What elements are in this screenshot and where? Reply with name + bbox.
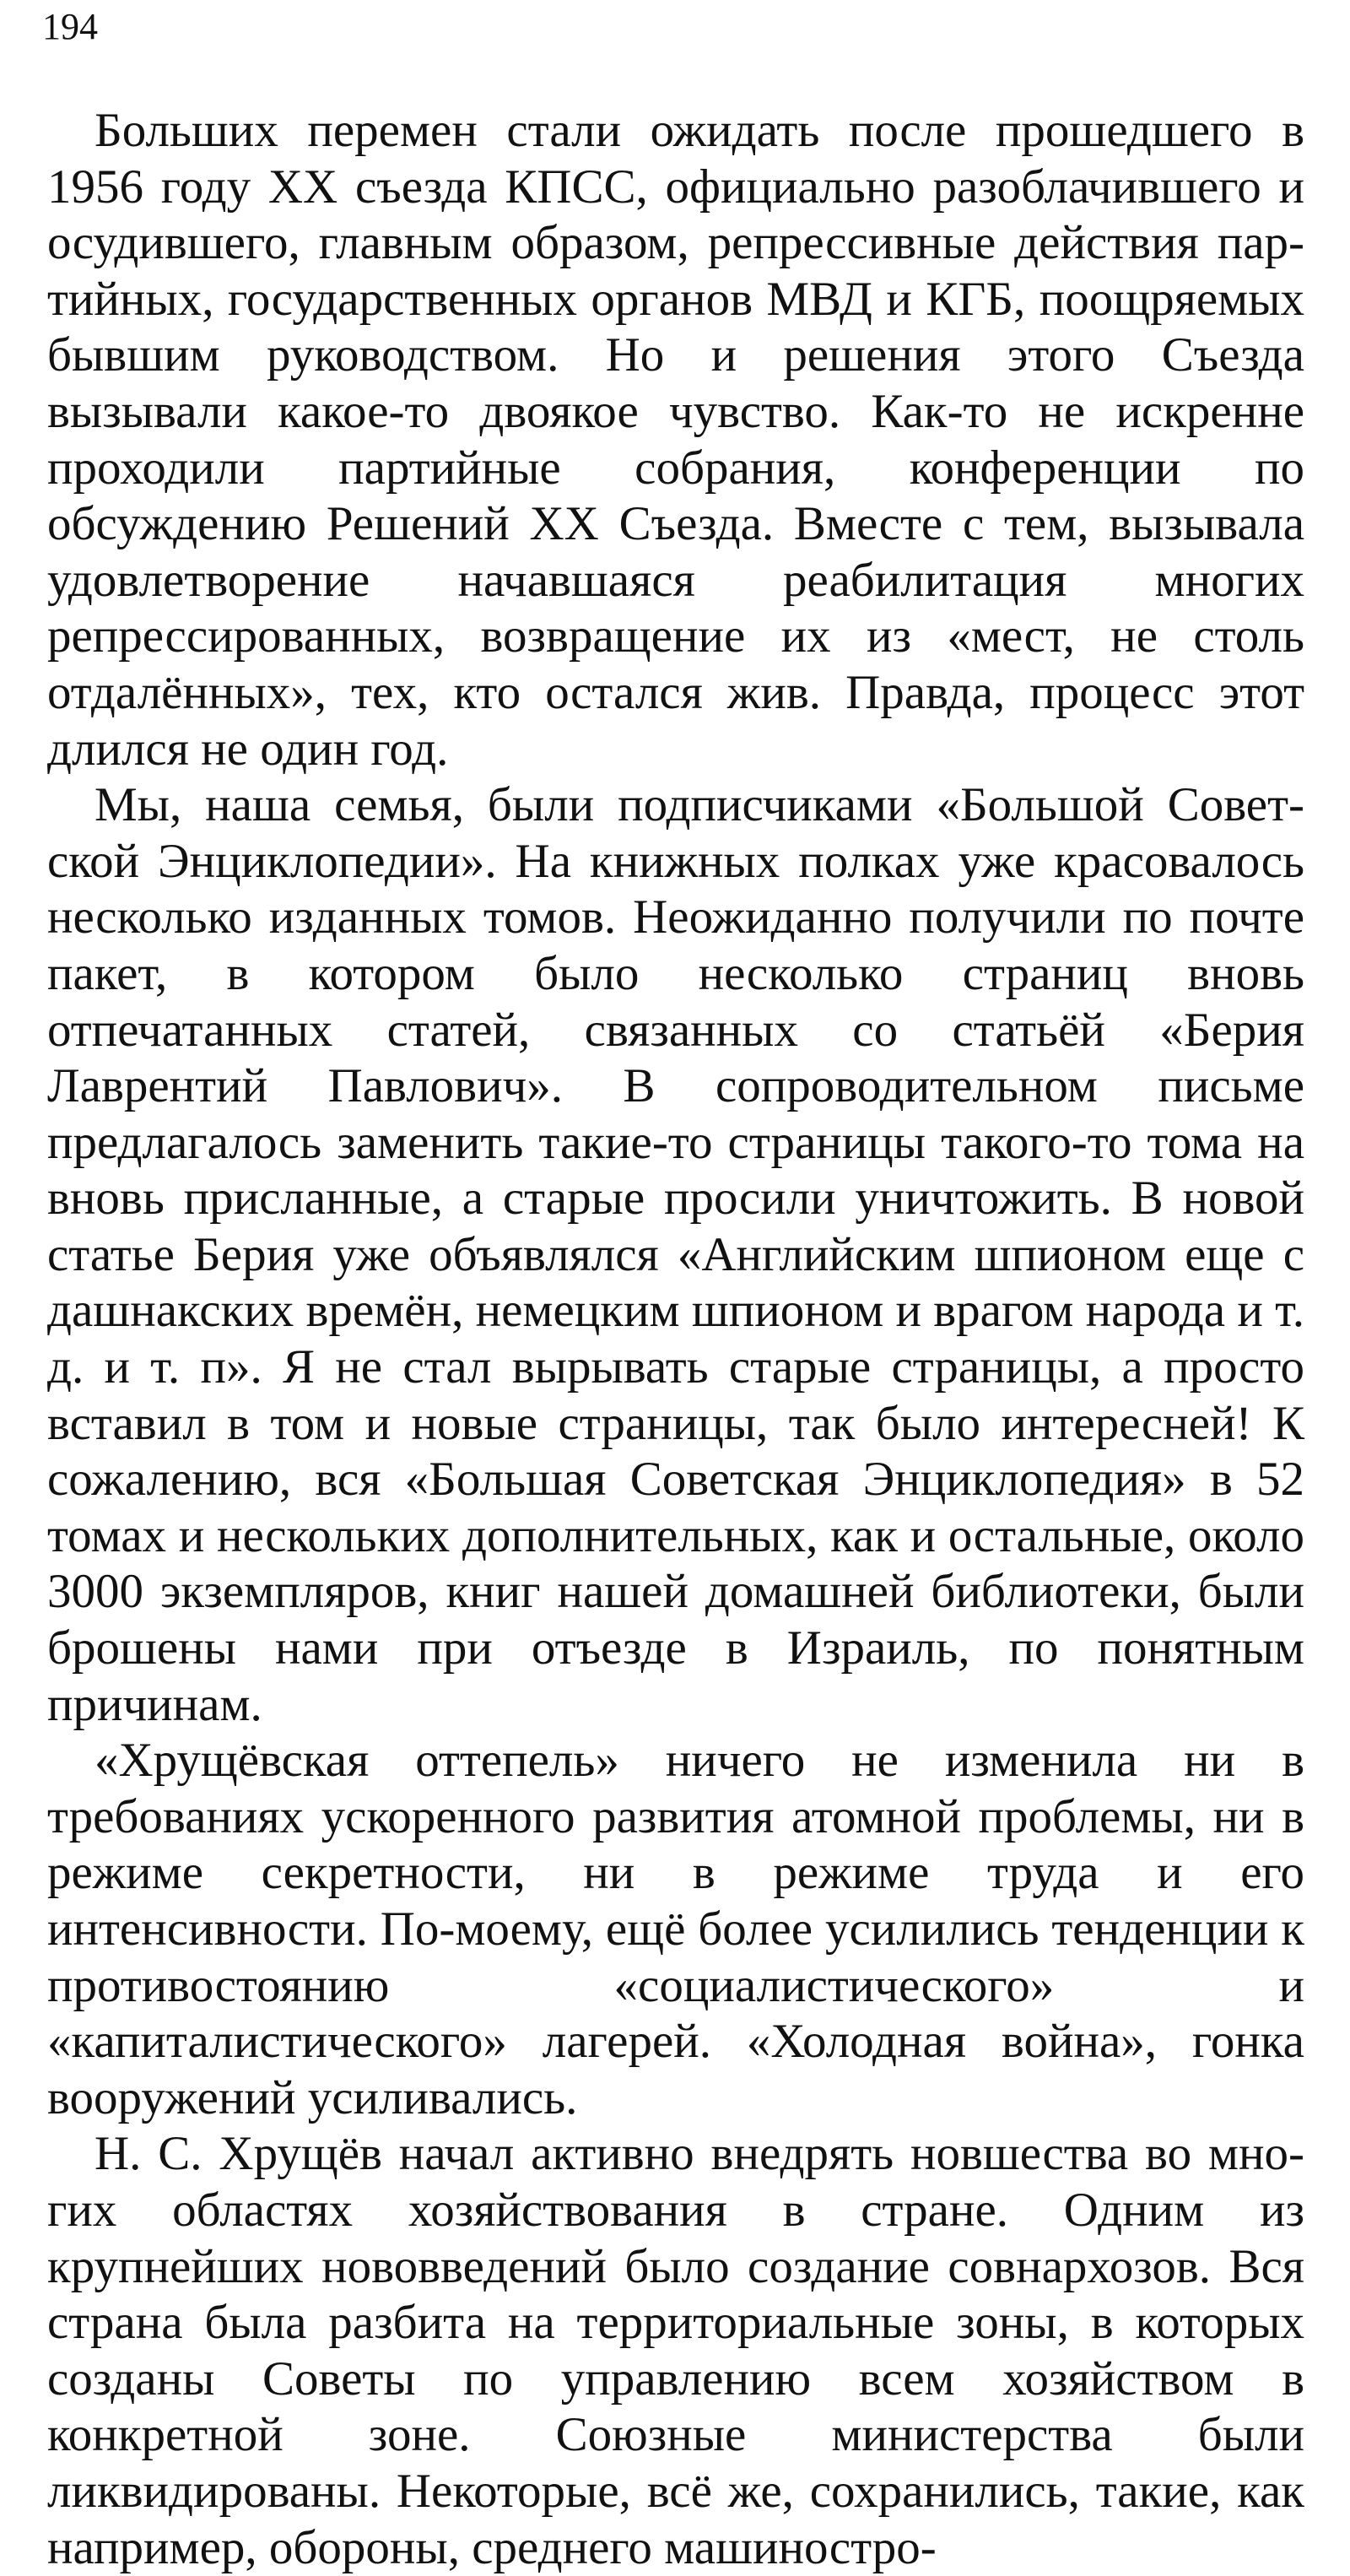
paragraph-1: Больших перемен стали ожидать после прошедшего в 1956 году XX съезда КПСС, официально разоблачившего и осудившего, главным образом, репрессивные действия партийных, государственных органов МВД и КГБ, поощряемых бывшим руководством. Но и решения этого Съезда вызывали какое-то двоякое чувство. Как-то не искренне проходили партийные собрания, конференции по обсуждению Решений XX Съезда. Вместе с тем, вызывала удовлетворение начавшаяся реабилитация многих репрессированных, возвращение их из «мест, не столь отдалённых», тех, кто остался жив. Правда, процесс этот длился не один год. — [47, 104, 1304, 776]
page-number: 194 — [42, 6, 98, 47]
paragraph-2: Мы, наша семья, были подписчиками «Большой Советской Энциклопедии». На книжных полках уже красовалось несколько изданных томов. Неожиданно получили по почте пакет, в котором было несколько страниц вновь отпечатанных статей, связанных со статьёй «Берия Лаврентий Павлович». В сопроводительном письме предлагалось заменить такие-то страницы такого-то тома на вновь присланные, а старые просили уничтожить. В новой статье Берия уже объявлялся «Английским шпионом еще с дашнакских времён, немецким шпионом и врагом народа и т. д. и т. п». Я не стал вырывать старые страницы, а просто вставил в том и новые страницы, так было интересней! К сожалению, вся «Большая Советская Энциклопедия» в 52 томах и нескольких дополнительных, как и остальные, около 3000 экземпляров, книг нашей домашней библиотеки, были брошены нами при отъезде в Израиль, по понятным причинам. — [47, 778, 1304, 1731]
paragraph-3: «Хрущёвская оттепель» ничего не изменила ни в требованиях ускоренного развития атомной проблемы, ни в режиме секретности, ни в режиме труда и его интенсивности. По-моему, ещё более усилились тенденции к противостоянию «социалистического» и «капиталистического» лагерей. «Холодная война», гонка вооружений усиливались. — [47, 1734, 1304, 2124]
paragraph-4: Н. С. Хрущёв начал активно внедрять новшества во многих областях хозяйствования в стране. Одним из крупнейших нововведений было создание совнархозов. Вся страна была разбита на территориальные зоны, в которых созданы Советы по управлению всем хозяйством в конкретной зоне. Союзные министерства были ликвидированы. Некоторые, всё же, сохранились, такие, как например, обороны, среднего машиностро- — [47, 2127, 1304, 2574]
main-text — [47, 103, 1304, 2576]
